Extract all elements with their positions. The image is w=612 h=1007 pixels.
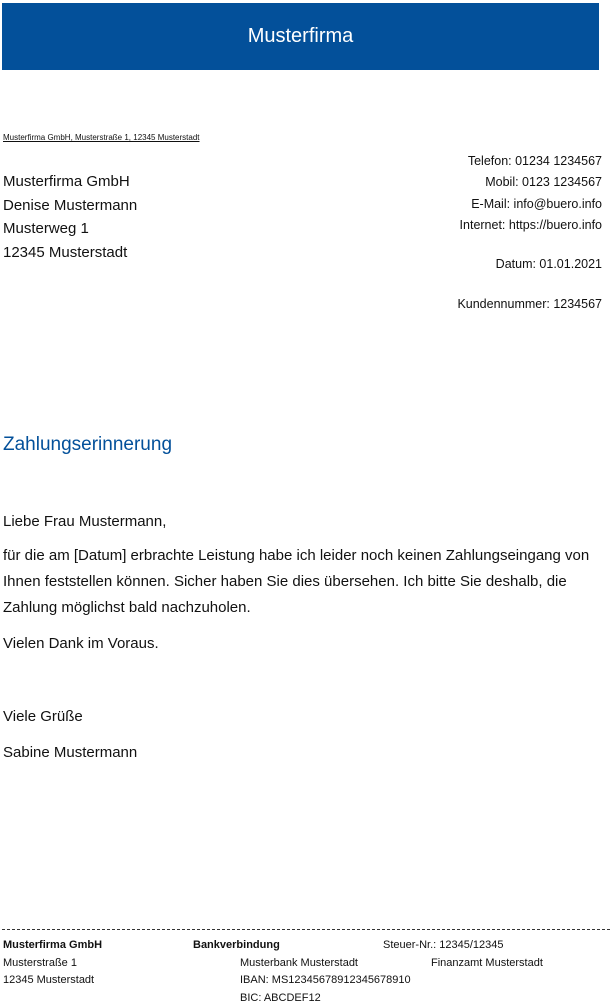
footer-company xyxy=(3,937,102,990)
contact-mobile: Mobil: 0123 1234567 xyxy=(460,172,602,193)
footer-bank-bic: BIC: ABCDEF12 xyxy=(240,990,411,1007)
closing-line: Viele Grüße xyxy=(3,704,600,730)
footer-tax-number: Steuer-Nr.: 12345/12345 xyxy=(383,937,503,955)
letter-subject: Zahlungserinnerung xyxy=(3,434,172,456)
footer-tax-office: Finanzamt Musterstadt xyxy=(431,955,543,973)
footer-bank-heading: Bankverbindung xyxy=(193,937,280,955)
contact-email: E-Mail: info@buero.info xyxy=(460,194,602,215)
return-address: Musterfirma GmbH, Musterstraße 1, 12345 Musterstadt xyxy=(3,133,200,142)
footer-tax-number-col xyxy=(383,937,503,955)
contact-internet: Internet: https://buero.info xyxy=(460,215,602,236)
company-title: Musterfirma xyxy=(248,25,354,48)
contact-block xyxy=(460,151,602,236)
letter-date: Datum: 01.01.2021 xyxy=(496,257,602,271)
customer-number: Kundennummer: 1234567 xyxy=(457,297,602,311)
footer-bank-details xyxy=(240,955,411,1007)
letter-paragraph: für die am [Datum] erbrachte Leistung habe ich leider noch keinen Zahlungseingang von Ihnen feststellen können. Sicher haben Sie dies übersehen. Ich bitte Sie deshalb, die Zahlung möglichst bald nachzuholen. xyxy=(3,543,600,621)
footer-company-name: Musterfirma GmbH xyxy=(3,937,102,955)
recipient-company: Musterfirma GmbH xyxy=(3,170,137,194)
contact-phone: Telefon: 01234 1234567 xyxy=(460,151,602,172)
signature-name: Sabine Mustermann xyxy=(3,740,600,766)
footer-divider xyxy=(2,929,610,930)
footer-bank-iban: IBAN: MS12345678912345678910 xyxy=(240,972,411,990)
recipient-name: Denise Mustermann xyxy=(3,194,137,218)
footer-tax-office-col xyxy=(431,955,543,973)
recipient-street: Musterweg 1 xyxy=(3,217,137,241)
thanks-line: Vielen Dank im Voraus. xyxy=(3,631,600,657)
letterhead-banner xyxy=(2,3,599,70)
footer-company-city: 12345 Musterstadt xyxy=(3,972,102,990)
salutation: Liebe Frau Mustermann, xyxy=(3,509,600,535)
footer-bank-name: Musterbank Musterstadt xyxy=(240,955,411,973)
footer-bank-heading-col xyxy=(193,937,280,955)
footer-company-street: Musterstraße 1 xyxy=(3,955,102,973)
recipient-address xyxy=(3,170,137,265)
recipient-city: 12345 Musterstadt xyxy=(3,241,137,265)
